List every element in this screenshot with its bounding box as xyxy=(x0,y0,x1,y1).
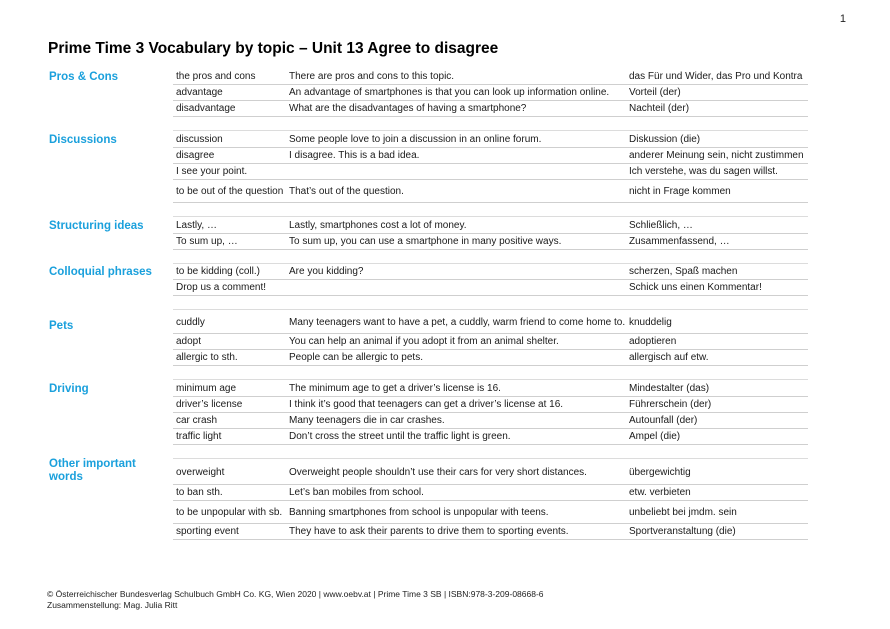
term-cell: discussion xyxy=(176,134,223,145)
table-row xyxy=(173,350,808,366)
translation-cell: knuddelig xyxy=(629,317,672,328)
row-divider xyxy=(173,296,808,310)
table-row xyxy=(173,101,808,117)
table-row xyxy=(173,397,808,413)
table-row xyxy=(173,334,808,350)
row-divider xyxy=(173,366,808,380)
translation-cell: anderer Meinung sein, nicht zustimmen xyxy=(629,150,804,161)
table-row xyxy=(173,280,808,296)
page-title: Prime Time 3 Vocabulary by topic – Unit 13 Agree to disagree xyxy=(48,40,499,57)
translation-cell: Mindestalter (das) xyxy=(629,383,710,394)
example-cell: You can help an animal if you adopt it from an animal shelter. xyxy=(289,336,559,347)
table-row xyxy=(173,312,808,334)
example-cell: That’s out of the question. xyxy=(289,185,404,197)
translation-cell: allergisch auf etw. xyxy=(629,352,709,363)
table-row xyxy=(173,429,808,445)
row-divider xyxy=(173,250,808,264)
term-cell: the pros and cons xyxy=(176,71,256,82)
term-cell: I see your point. xyxy=(176,166,248,177)
example-cell: There are pros and cons to this topic. xyxy=(289,71,455,82)
term-cell: to be out of the question xyxy=(176,185,284,197)
topic-heading: Driving xyxy=(49,383,89,395)
topic-heading: Discussions xyxy=(49,134,117,146)
term-cell: overweight xyxy=(176,467,225,478)
term-cell: disadvantage xyxy=(176,103,236,114)
example-cell: People can be allergic to pets. xyxy=(289,352,423,363)
term-cell: to ban sth. xyxy=(176,487,223,498)
translation-cell: adoptieren xyxy=(629,336,677,347)
example-cell: I think it’s good that teenagers can get a driver’s license at 16. xyxy=(289,399,564,410)
term-cell: cuddly xyxy=(176,317,205,328)
translation-cell: etw. verbieten xyxy=(629,487,691,498)
topic-heading: Other important words xyxy=(49,458,136,483)
term-cell: car crash xyxy=(176,415,218,426)
example-cell: Some people love to join a discussion in an online forum. xyxy=(289,134,542,145)
table-row xyxy=(173,264,808,280)
translation-cell: nicht in Frage kommen xyxy=(629,185,731,197)
table-row xyxy=(173,180,808,203)
example-cell: What are the disadvantages of having a smartphone? xyxy=(289,103,527,114)
translation-cell: Ich verstehe, was du sagen willst. xyxy=(629,166,778,177)
term-cell: sporting event xyxy=(176,526,239,537)
term-cell: to be unpopular with sb. xyxy=(176,506,283,518)
example-cell: I disagree. This is a bad idea. xyxy=(289,150,420,161)
translation-cell: Führerschein (der) xyxy=(629,399,712,410)
example-cell: Let’s ban mobiles from school. xyxy=(289,487,424,498)
table-row xyxy=(173,164,808,180)
term-cell: To sum up, … xyxy=(176,236,238,247)
topic-heading: Pets xyxy=(49,320,74,332)
translation-cell: Schließlich, … xyxy=(629,220,693,231)
table-row xyxy=(173,85,808,101)
term-cell: Lastly, … xyxy=(176,220,217,231)
row-divider xyxy=(173,203,808,217)
term-cell: to be kidding (coll.) xyxy=(176,266,260,277)
table-row xyxy=(173,69,808,85)
translation-cell: Autounfall (der) xyxy=(629,415,698,426)
example-cell: Don’t cross the street until the traffic light is green. xyxy=(289,431,511,442)
translation-cell: Zusammenfassend, … xyxy=(629,236,730,247)
translation-cell: Vorteil (der) xyxy=(629,87,681,98)
row-divider xyxy=(173,445,808,459)
translation-cell: Nachteil (der) xyxy=(629,103,690,114)
translation-cell: Sportveranstaltung (die) xyxy=(629,526,736,537)
table-row xyxy=(173,485,808,501)
row-divider xyxy=(173,117,808,131)
example-cell: Banning smartphones from school is unpopular with teens. xyxy=(289,506,549,518)
example-cell: Overweight people shouldn’t use their cars for very short distances. xyxy=(289,467,587,478)
term-cell: Drop us a comment! xyxy=(176,282,267,293)
table-row xyxy=(173,218,808,234)
example-cell: Lastly, smartphones cost a lot of money. xyxy=(289,220,467,231)
example-cell: Many teenagers want to have a pet, a cuddly, warm friend to come home to. xyxy=(289,317,626,328)
translation-cell: Diskussion (die) xyxy=(629,134,701,145)
example-cell: The minimum age to get a driver’s license is 16. xyxy=(289,383,501,394)
term-cell: traffic light xyxy=(176,431,222,442)
table-row xyxy=(173,234,808,250)
page-number: 1 xyxy=(839,13,846,25)
translation-cell: Schick uns einen Kommentar! xyxy=(629,282,762,293)
example-cell: Many teenagers die in car crashes. xyxy=(289,415,445,426)
term-cell: advantage xyxy=(176,87,223,98)
topic-heading: Colloquial phrases xyxy=(49,266,152,278)
footer xyxy=(47,589,544,611)
translation-cell: Ampel (die) xyxy=(629,431,681,442)
example-cell: Are you kidding? xyxy=(289,266,364,277)
table-row xyxy=(173,461,808,485)
table-row xyxy=(173,524,808,540)
footer-copyright: © Österreichischer Bundesverlag Schulbuch GmbH Co. KG, Wien 2020 | www.oebv.at | Prime Time 3 SB | ISBN:978-3-209-08668-6 xyxy=(47,589,544,599)
term-cell: allergic to sth. xyxy=(176,352,238,363)
footer-compiler: Zusammenstellung: Mag. Julia Ritt xyxy=(47,600,178,610)
table-row xyxy=(173,148,808,164)
term-cell: disagree xyxy=(176,150,215,161)
term-cell: minimum age xyxy=(176,383,237,394)
example-cell: They have to ask their parents to drive them to sporting events. xyxy=(289,526,569,537)
translation-cell: unbeliebt bei jmdm. sein xyxy=(629,506,737,518)
table-row xyxy=(173,413,808,429)
table-row xyxy=(173,132,808,148)
topic-heading: Structuring ideas xyxy=(49,220,144,232)
topic-heading: Pros & Cons xyxy=(49,71,119,83)
example-cell: To sum up, you can use a smartphone in many positive ways. xyxy=(289,236,562,247)
example-cell: An advantage of smartphones is that you can look up information online. xyxy=(289,87,610,98)
term-cell: driver’s license xyxy=(176,399,243,410)
translation-cell: scherzen, Spaß machen xyxy=(629,266,738,277)
term-cell: adopt xyxy=(176,336,202,347)
translation-cell: übergewichtig xyxy=(629,467,691,478)
table-row xyxy=(173,501,808,524)
table-row xyxy=(173,381,808,397)
translation-cell: das Für und Wider, das Pro und Kontra xyxy=(629,71,803,82)
